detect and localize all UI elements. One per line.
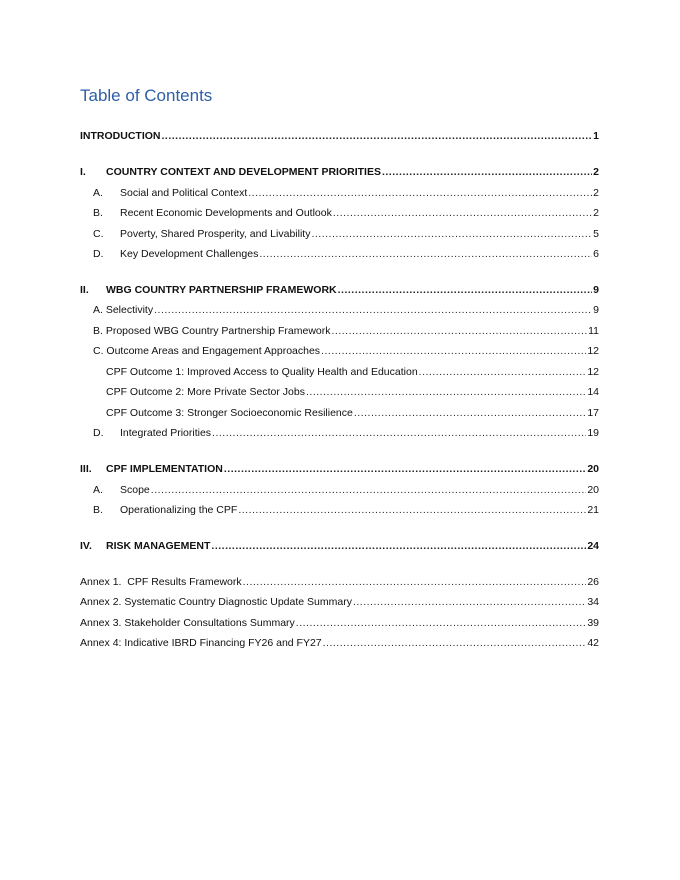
- toc-leader: [321, 343, 586, 359]
- toc-entry-page: 5: [593, 228, 599, 240]
- toc-leader: [162, 128, 593, 144]
- toc-leader: [323, 635, 587, 651]
- toc-leader: [338, 282, 593, 298]
- toc-entry-section-2[interactable]: [80, 282, 599, 298]
- toc-entry-1b[interactable]: [93, 205, 599, 221]
- toc-entry-page: 17: [587, 407, 599, 419]
- toc-entry-page: 2: [593, 187, 599, 199]
- toc-entry-1c[interactable]: [93, 226, 599, 242]
- toc-entry-number: II.: [80, 284, 89, 296]
- toc-entry-page: 12: [587, 366, 599, 378]
- toc-entry-label: Recent Economic Developments and Outlook: [120, 207, 332, 219]
- toc-leader: [151, 482, 587, 498]
- toc-entry-number: IV.: [80, 540, 92, 552]
- toc-entry-section-3[interactable]: [80, 461, 599, 477]
- toc-entry-page: 2: [593, 207, 599, 219]
- toc-entry-section-4[interactable]: [80, 538, 599, 554]
- toc-leader: [332, 323, 588, 339]
- toc-entry-label: CPF Outcome 1: Improved Access to Quality Health and Education: [106, 366, 418, 378]
- toc-entry-label: CPF Outcome 2: More Private Sector Jobs: [106, 386, 305, 398]
- toc-entry-label: Scope: [120, 484, 150, 496]
- toc-entry-label: INTRODUCTION: [80, 130, 161, 142]
- toc-leader: [306, 384, 586, 400]
- toc-entry-label: Key Development Challenges: [120, 248, 259, 260]
- toc-entry-section-1[interactable]: [80, 164, 599, 180]
- toc-entry-label: WBG COUNTRY PARTNERSHIP FRAMEWORK: [106, 284, 337, 296]
- toc-entry-annex-1[interactable]: [80, 574, 599, 590]
- toc-entry-label: RISK MANAGEMENT: [106, 540, 211, 552]
- toc-entry-page: 19: [587, 427, 599, 439]
- toc-entry-1d[interactable]: [93, 246, 599, 262]
- toc-entry-page: 20: [587, 463, 599, 475]
- toc-entry-page: 42: [587, 637, 599, 649]
- toc-entry-label: Social and Political Context: [120, 187, 248, 199]
- toc-entry-2c[interactable]: [93, 343, 599, 359]
- toc-entry-annex-3[interactable]: [80, 615, 599, 631]
- toc-leader: [211, 538, 586, 554]
- toc-entry-label: Operationalizing the CPF: [120, 504, 238, 516]
- toc-entry-number: C.: [93, 228, 104, 240]
- toc-entry-page: 39: [587, 617, 599, 629]
- toc-entry-page: 12: [587, 345, 599, 357]
- toc-leader: [154, 302, 592, 318]
- toc-entry-number: B.: [93, 504, 103, 516]
- toc-entry-label: Annex 3. Stakeholder Consultations Summary: [80, 617, 295, 629]
- toc-leader: [259, 246, 592, 262]
- toc-entry-label: Poverty, Shared Prosperity, and Livability: [120, 228, 311, 240]
- toc-entry-page: 2: [593, 166, 599, 178]
- toc-leader: [212, 425, 586, 441]
- toc-entry-label: A. Selectivity: [93, 304, 154, 316]
- toc-entry-number: A.: [93, 187, 103, 199]
- toc-entry-page: 11: [588, 325, 599, 337]
- toc-entry-page: 21: [587, 504, 599, 516]
- toc-entry-label: C. Outcome Areas and Engagement Approaches: [93, 345, 321, 357]
- toc-entry-annex-4[interactable]: [80, 635, 599, 651]
- toc-entry-outcome-3[interactable]: [106, 405, 599, 421]
- toc-leader: [353, 594, 586, 610]
- toc-entry-introduction[interactable]: [80, 128, 599, 144]
- toc-entry-label: B. Proposed WBG Country Partnership Framework: [93, 325, 331, 337]
- toc-entry-3a[interactable]: [93, 482, 599, 498]
- toc-entry-label: CPF IMPLEMENTATION: [106, 463, 223, 475]
- toc-entry-outcome-2[interactable]: [106, 384, 599, 400]
- toc-entry-page: 9: [593, 304, 599, 316]
- toc-entry-page: 1: [593, 130, 599, 142]
- toc-leader: [382, 164, 592, 180]
- toc-entry-number: A.: [93, 484, 103, 496]
- toc-leader: [296, 615, 587, 631]
- toc-leader: [311, 226, 592, 242]
- toc-entry-1a[interactable]: [93, 185, 599, 201]
- toc-entry-page: 34: [587, 596, 599, 608]
- toc-leader: [224, 461, 586, 477]
- toc-entry-page: 20: [587, 484, 599, 496]
- toc-entry-outcome-1[interactable]: [106, 364, 599, 380]
- toc-entry-label: Annex 4: Indicative IBRD Financing FY26 and FY27: [80, 637, 322, 649]
- toc-leader: [248, 185, 592, 201]
- toc-entry-page: 6: [593, 248, 599, 260]
- toc-title: Table of Contents: [80, 86, 213, 105]
- toc-entry-page: 26: [587, 576, 599, 588]
- toc-entry-number: D.: [93, 427, 104, 439]
- toc-leader: [243, 574, 587, 590]
- toc-entry-2a[interactable]: [93, 302, 599, 318]
- toc-entry-page: 9: [593, 284, 599, 296]
- toc-entry-page: 14: [587, 386, 599, 398]
- toc-entry-label: Annex 2. Systematic Country Diagnostic Update Summary: [80, 596, 352, 608]
- toc-entry-annex-2[interactable]: [80, 594, 599, 610]
- toc-leader: [333, 205, 592, 221]
- toc-entry-2b[interactable]: [93, 323, 599, 339]
- toc-entry-number: I.: [80, 166, 86, 178]
- toc-entry-page: 24: [587, 540, 599, 552]
- toc-leader: [419, 364, 587, 380]
- toc-leader: [354, 405, 586, 421]
- toc-entry-number: III.: [80, 463, 92, 475]
- toc-entry-number: D.: [93, 248, 104, 260]
- toc-entry-number: B.: [93, 207, 103, 219]
- toc-entry-label: Annex 1. CPF Results Framework: [80, 576, 242, 588]
- toc-entry-label: COUNTRY CONTEXT AND DEVELOPMENT PRIORITIES: [106, 166, 381, 178]
- toc-leader: [238, 502, 586, 518]
- toc-entry-3b[interactable]: [93, 502, 599, 518]
- toc-entry-2d[interactable]: [93, 425, 599, 441]
- toc-entry-label: Integrated Priorities: [120, 427, 212, 439]
- toc-entry-label: CPF Outcome 3: Stronger Socioeconomic Resilience: [106, 407, 353, 419]
